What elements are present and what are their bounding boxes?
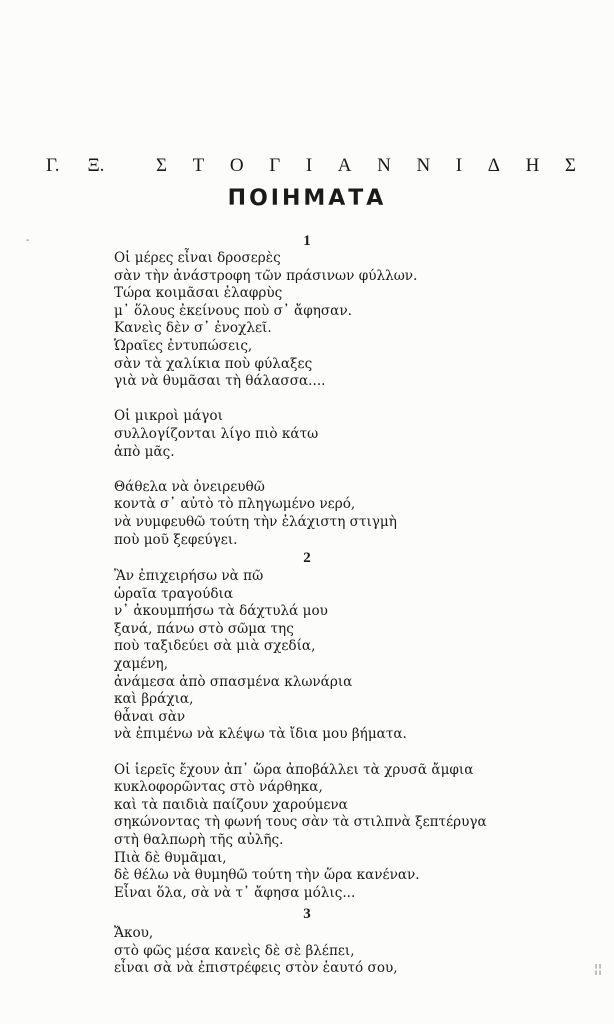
poem-section-1	[114, 250, 574, 549]
poem-line: σηκώνοντας τὴ φωνή τους σὰν τὰ στιλπνὰ ξεπτέρυγα	[114, 814, 487, 831]
surname-letter: Τ	[192, 155, 205, 176]
book-title: ΠΟΙΗΜΑΤΑ	[227, 186, 387, 211]
poem-line: στὸ φῶς μέσα κανεὶς δὲ σὲ βλέπει,	[114, 942, 355, 959]
poem-line: Εἶναι ὅλα, σὰ νὰ τ᾽ ἄφησα μόλις...	[114, 884, 356, 901]
surname-letter: Σ	[156, 155, 168, 176]
section-number: 3	[303, 906, 311, 922]
surname-letter: Ν	[377, 155, 391, 176]
surname-letter: Δ	[487, 155, 500, 176]
poem-line: ὡραῖα τραγούδια	[114, 585, 234, 602]
stanza-gap	[114, 391, 574, 409]
poem-line: καὶ βράχια,	[114, 691, 194, 708]
poem-line: ξανά, πάνω στὸ σῶμα της	[114, 620, 294, 637]
poem-line: δὲ θέλω νὰ θυμηθῶ τούτη τὴν ὥρα κανέναν.	[114, 867, 420, 884]
poem-line: κοντὰ σ᾽ αὐτὸ τὸ πληγωμένο νερό,	[114, 496, 356, 513]
poem-line: ἀνάμεσα ἀπὸ σπασμένα κλωνάρια	[114, 673, 353, 690]
poem-line: θἆναι σὰν	[114, 708, 186, 725]
poem-line: ἀπὸ μᾶς.	[114, 443, 175, 460]
author-initials	[46, 155, 104, 177]
surname-letter: Ο	[229, 155, 244, 176]
poem-line: μ᾽ ὅλους ἐκείνους ποὺ σ᾽ ἄφησαν.	[114, 302, 352, 319]
poem-line: ν᾽ ἀκουμπήσω τὰ δάχτυλά μου	[114, 603, 328, 620]
poem-line: Πιὰ δὲ θυμᾶμαι,	[114, 849, 227, 866]
author-initial: Ξ.	[87, 155, 105, 176]
poem-line: σὰν τὴν ἀνάστροφη τῶν πράσινων φύλλων.	[114, 267, 418, 284]
poem-line: Θάθελα νὰ ὀνειρευθῶ	[114, 478, 265, 495]
author-name	[46, 155, 576, 177]
poem-line: κυκλοφορῶντας στὸ νάρθηκα,	[114, 779, 323, 796]
poem-line: Οἱ μικροὶ μάγοι	[114, 408, 223, 425]
poem-line: γιὰ νὰ θυμᾶσαι τὴ θάλασσα....	[114, 373, 326, 390]
poem-line: ποὺ μοῦ ξεφεύγει.	[114, 531, 238, 548]
poem-line: νὰ νυμφευθῶ τούτη τὴν ἐλάχιστη στιγμὴ	[114, 513, 397, 530]
poem-line: Τώρα κοιμᾶσαι ἐλαφρὺς	[114, 285, 283, 302]
surname-letter: Ν	[416, 155, 431, 176]
poem-line: νὰ ἐπιμένω νὰ κλέψω τὰ ἴδια μου βήματα.	[114, 726, 407, 743]
stanza-gap	[114, 461, 574, 479]
poem-section-3	[114, 925, 574, 978]
section-number: 1	[303, 233, 311, 249]
surname-letter: Ι	[305, 155, 313, 176]
poem-line: Οἱ ἱερεῖς ἔχουν ἀπ᾽ ὥρα ἀποβάλλει τὰ χρυσᾶ ἄμφια	[114, 761, 474, 778]
poem-section-2	[114, 568, 574, 902]
surname-letter: Α	[337, 155, 352, 176]
surname-letter: Ι	[455, 155, 463, 176]
poem-line: Ἄκου,	[114, 925, 154, 941]
poem-line: Οἱ μέρες εἶναι δροσερὲς	[114, 250, 281, 266]
poem-line: εἶναι σὰ νὰ ἐπιστρέφεις στὸν ἑαυτό σου,	[114, 960, 398, 977]
author-surname	[156, 155, 576, 177]
surname-letter: Γ	[269, 155, 281, 176]
scan-edge-marks: ¦¦	[594, 962, 603, 976]
section-number: 2	[303, 550, 311, 566]
poem-line: χαμένη,	[114, 655, 169, 672]
surname-letter: Η	[525, 155, 540, 176]
scan-speck: -	[26, 235, 30, 246]
poem-line: σὰν τὰ χαλίκια ποὺ φύλαξες	[114, 355, 313, 372]
poem-line: συλλογίζονται λίγο πιὸ κάτω	[114, 425, 319, 442]
poem-line: Κανεὶς δὲν σ᾽ ἐνοχλεῖ.	[114, 320, 272, 337]
author-initial: Γ.	[46, 155, 60, 176]
poem-line: ποὺ ταξιδεύει σὰ μιὰ σχεδία,	[114, 638, 316, 655]
poem-line: Ὡραῖες ἐντυπώσεις,	[114, 337, 253, 354]
stanza-gap	[114, 744, 574, 762]
poem-line: στὴ θαλπωρὴ τῆς αὐλῆς.	[114, 831, 284, 848]
poem-line: Ἂν ἐπιχειρήσω νὰ πῶ	[114, 568, 264, 584]
surname-letter: Σ	[564, 155, 576, 176]
poem-line: καὶ τὰ παιδιὰ παίζουν χαρούμενα	[114, 796, 348, 813]
